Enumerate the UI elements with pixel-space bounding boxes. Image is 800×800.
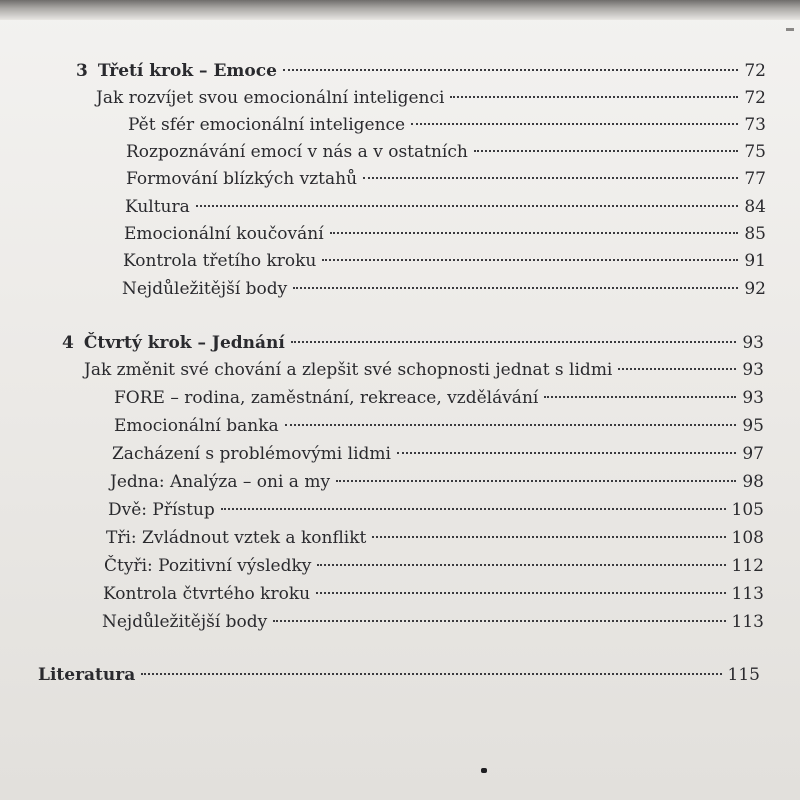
toc-item [110,469,764,495]
chapter-number: 3 [76,61,88,81]
page-number: 77 [744,169,766,189]
page-number: 112 [731,556,764,576]
chapter-number: 4 [62,333,74,353]
page-number: 113 [731,612,764,632]
dot-leader [283,69,738,71]
page-number: 113 [731,584,764,604]
chapter-title: Čtvrtý krok – Jednání [83,333,285,353]
page-number: 75 [744,142,766,162]
dot-leader [330,232,739,234]
page-number: 93 [742,388,764,408]
section-title: Jak změnit své chování a zlepšit své schopnosti jednat s lidmi [84,360,613,380]
dot-leader [363,177,738,179]
dot-leader [336,480,736,482]
dot-leader [450,96,738,98]
toc-item [102,609,764,635]
page-number: 84 [744,197,766,217]
dot-leader [285,424,737,426]
toc-literatura [38,662,760,688]
page-number: 93 [742,333,764,353]
toc-chapter-4 [62,330,764,356]
item-title: FORE – rodina, zaměstnání, rekreace, vzdělávání [114,388,539,408]
toc-item [114,413,764,439]
dot-leader [317,564,725,566]
toc-item [126,139,766,165]
toc-item [112,441,764,467]
item-title: Tři: Zvládnout vztek a konflikt [106,528,367,548]
item-title: Nejdůležitější body [122,279,288,299]
page-number: 72 [744,61,766,81]
page-number: 115 [727,665,760,685]
page-number: 95 [742,416,764,436]
dot-leader [397,452,736,454]
dot-leader [544,396,736,398]
item-title: Zacházení s problémovými lidmi [112,444,391,464]
page-number: 85 [744,224,766,244]
chapter-title: Třetí krok – Emoce [97,61,277,81]
toc-item [123,248,766,274]
page-number: 92 [744,279,766,299]
dot-leader [291,341,737,343]
item-title: Pět sfér emocionální inteligence [128,115,406,135]
item-title: Nejdůležitější body [102,612,268,632]
dot-leader [141,673,721,675]
ink-speck [481,768,487,773]
toc-item [104,553,764,579]
item-title: Kontrola třetího kroku [123,251,317,271]
dot-leader [316,592,725,594]
toc-item [122,276,766,302]
item-title: Jedna: Analýza – oni a my [110,472,331,492]
dot-leader [618,368,736,370]
dot-leader [196,205,739,207]
dot-leader [411,123,738,125]
item-title: Dvě: Přístup [108,500,215,520]
item-title: Kontrola čtvrtého kroku [103,584,311,604]
toc-item [106,525,764,551]
toc-chapter-3 [76,58,766,84]
dot-leader [322,259,738,261]
page-number: 97 [742,444,764,464]
toc-section [96,85,766,111]
toc-item [124,221,766,247]
chapter-title: Literatura [38,665,136,685]
page-number: 91 [744,251,766,271]
section-title: Jak rozvíjet svou emocionální inteligenci [96,88,445,108]
item-title: Emocionální koučování [124,224,324,244]
toc-section [84,357,764,383]
toc-item [108,497,764,523]
item-title: Emocionální banka [114,416,279,436]
item-title: Čtyři: Pozitivní výsledky [104,556,312,576]
page-number: 98 [742,472,764,492]
dot-leader [293,287,738,289]
item-title: Kultura [125,197,190,217]
dot-leader [221,508,726,510]
item-title: Formování blízkých vztahů [126,169,358,189]
dot-leader [474,150,739,152]
page-number: 108 [731,528,764,548]
dot-leader [372,536,725,538]
page-number: 93 [742,360,764,380]
page-number: 73 [744,115,766,135]
toc-item [128,112,766,138]
item-title: Rozpoznávání emocí v nás a v ostatních [126,142,468,162]
page-number: 72 [744,88,766,108]
dot-leader [273,620,725,622]
toc-item [125,194,766,220]
toc-item [103,581,764,607]
toc-item [126,166,766,192]
page-number: 105 [731,500,764,520]
toc-item [114,385,764,411]
